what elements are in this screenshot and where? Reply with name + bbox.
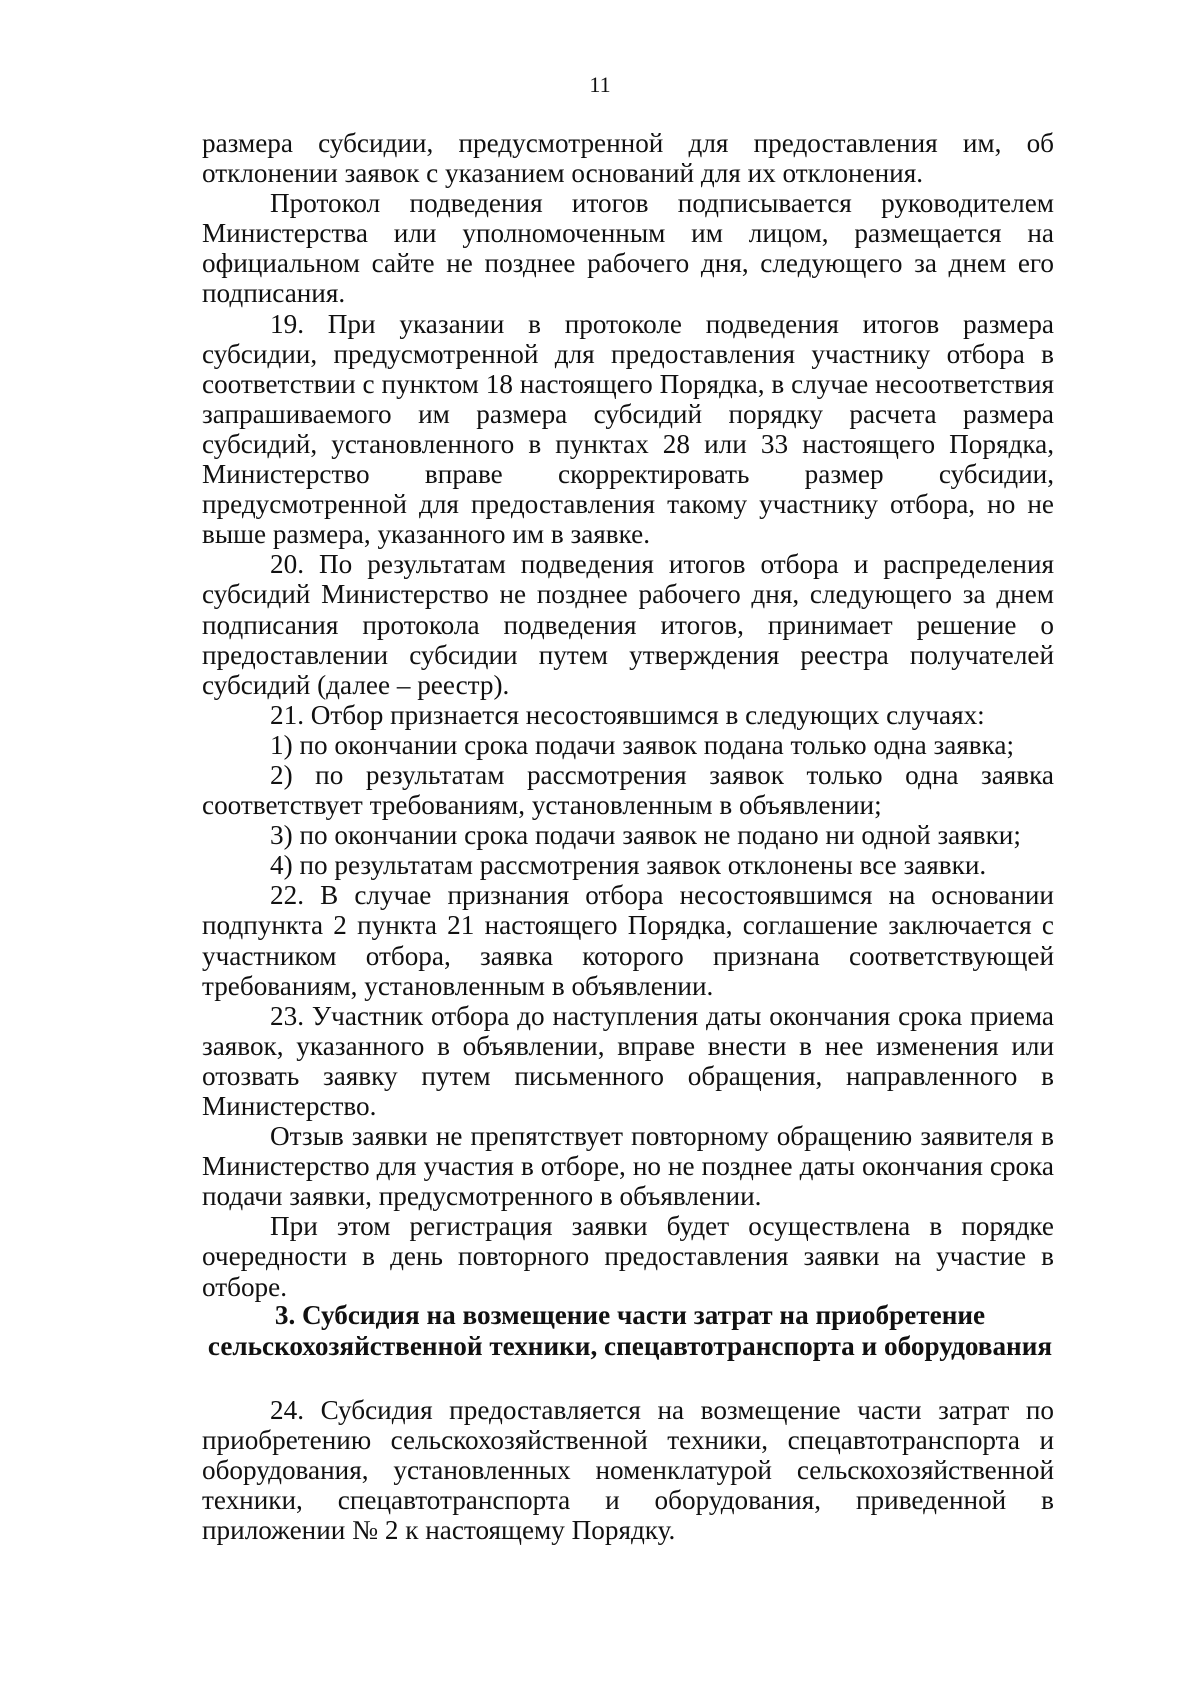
paragraph-item-24: 24. Субсидия предоставляется на возмещение части затрат по приобретению сельскохозяйственной техники, спецавтотранспорта и оборудования, установленных номенклатурой сельскохозяйственной техники, спецавтотранспорта и оборудования, приведенной в приложении № 2 к настоящему Порядку.: [202, 1395, 1054, 1546]
subitem-2: 2) по результатам рассмотрения заявок только одна заявка соответствует требованиям, установленным в объявлении;: [202, 759, 1054, 821]
section-heading-line-1: 3. Субсидия на возмещение части затрат на приобретение: [274, 1300, 986, 1330]
paragraph-item-20: 20. По результатам подведения итогов отбора и распределения субсидий Министерство не позднее рабочего дня, следующего за днем подписания протокола подведения итогов, принимает решение о предоставлении субсидии путем утверждения реестра получателей субсидий (далее – реестр).: [202, 549, 1054, 700]
section-heading: [150, 1300, 1110, 1362]
section-body-text: [202, 1395, 1054, 1545]
body-text: [202, 128, 1054, 1302]
section-heading-line-2: сельскохозяйственной техники, спецавтотранспорта и оборудования: [207, 1331, 1053, 1361]
paragraph-item-23: 23. Участник отбора до наступления даты окончания срока приема заявок, указанного в объявлении, вправе внести в нее изменения или отозвать заявку путем письменного обращения, направленного в Министерство.: [202, 1000, 1054, 1121]
paragraph-item-22: 22. В случае признания отбора несостоявшимся на основании подпункта 2 пункта 21 настоящего Порядка, соглашение заключается с участником отбора, заявка которого признана соответствующей требованиям, установленным в объявлении.: [202, 880, 1054, 1001]
paragraph-item-21: 21. Отбор признается несостоявшимся в следующих случаях:: [270, 699, 985, 730]
paragraph: размера субсидии, предусмотренной для предоставления им, об отклонении заявок с указанием оснований для их отклонения.: [202, 128, 1054, 189]
page-number: 11: [589, 72, 611, 97]
subitem-3: 3) по окончании срока подачи заявок не подано ни одной заявки;: [270, 820, 1021, 851]
paragraph-item-19: 19. При указании в протоколе подведения итогов размера субсидии, предусмотренной для предоставления участнику отбора в соответствии с пунктом 18 настоящего Порядка, в случае несоответствия запрашиваемого им размера субсидий порядку расчета размера субсидий, установленного в пунктах 28 или 33 настоящего Порядка, Министерство вправе скорректировать размер субсидии, предусмотренной для предоставления такому участнику отбора, но не выше размера, указанного им в заявке.: [202, 308, 1054, 550]
subitem-4: 4) по результатам рассмотрения заявок отклонены все заявки.: [270, 850, 987, 881]
paragraph: Протокол подведения итогов подписывается руководителем Министерства или уполномоченным им лицом, размещается на официальном сайте не позднее рабочего дня, следующего за днем его подписания.: [202, 188, 1054, 309]
paragraph: При этом регистрация заявки будет осуществлена в порядке очередности в день повторного предоставления заявки на участие в отборе.: [202, 1211, 1054, 1302]
paragraph: Отзыв заявки не препятствует повторному обращению заявителя в Министерство для участия в отборе, но не позднее даты окончания срока подачи заявки, предусмотренного в объявлении.: [202, 1121, 1054, 1212]
subitem-1: 1) по окончании срока подачи заявок подана только одна заявка;: [270, 729, 1015, 760]
